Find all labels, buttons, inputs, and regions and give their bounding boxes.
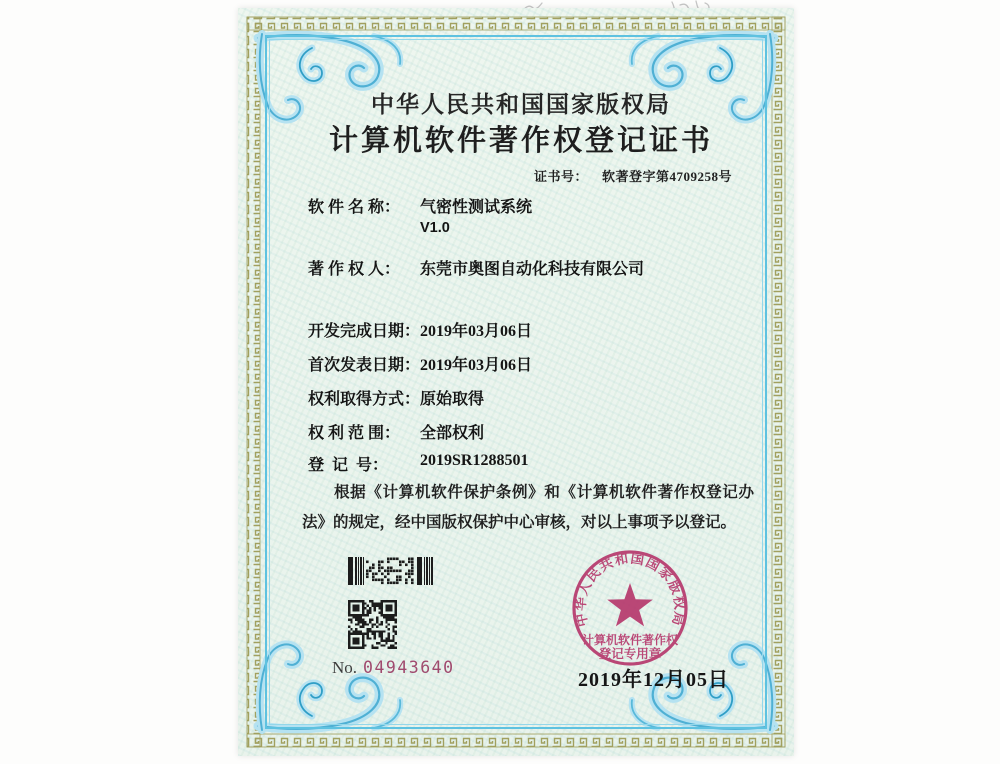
field-registration-number bbox=[308, 452, 528, 475]
seal-text-line2: 登记专用章 bbox=[598, 647, 662, 661]
field-label: 首次发表日期： bbox=[308, 357, 421, 374]
field-value: 全部权利 bbox=[420, 425, 485, 442]
seal-star-icon bbox=[607, 583, 653, 626]
field-value: 气密性测试系统 bbox=[420, 199, 533, 216]
certificate-number-line bbox=[534, 166, 732, 185]
field-dev-complete-date bbox=[308, 318, 532, 341]
serial-number-line bbox=[332, 658, 455, 678]
field-label: 权利取得方式： bbox=[308, 391, 421, 408]
field-label: 开发完成日期： bbox=[308, 323, 421, 340]
field-label: 权 利 范 围： bbox=[308, 425, 401, 442]
qr-code bbox=[348, 600, 397, 649]
field-value: 东莞市奥图自动化科技有限公司 bbox=[420, 261, 645, 278]
field-label: 登 记 号： bbox=[308, 457, 389, 474]
meander-top bbox=[247, 17, 785, 30]
official-red-seal bbox=[562, 542, 698, 678]
registration-statement: 根据《计算机软件保护条例》和《计算机软件著作权登记办法》的规定，经中国版权保护中心审核，对以上事项予以登记。 bbox=[302, 484, 754, 531]
field-rights-scope bbox=[308, 420, 484, 443]
certificate-number-value: 软著登字第4709258号 bbox=[601, 169, 732, 184]
field-label: 软 件 名 称： bbox=[308, 199, 401, 216]
stamp-date: 2019年12月05日 bbox=[578, 669, 729, 691]
seal-arc-text: 中华人民共和国国家版权局 bbox=[572, 550, 688, 629]
field-rights-acquisition bbox=[308, 386, 484, 409]
field-value: 原始取得 bbox=[420, 391, 485, 408]
field-first-publish-date bbox=[308, 352, 532, 375]
certificate-number-label: 证书号： bbox=[533, 169, 588, 184]
field-value-version: V1.0 bbox=[420, 220, 450, 236]
certificate-title: 计算机软件著作权登记证书 bbox=[328, 125, 713, 157]
serial-prefix: No. bbox=[332, 658, 358, 677]
field-value: 2019年03月06日 bbox=[420, 323, 533, 340]
issuer-title: 中华人民共和国国家版权局 bbox=[371, 92, 671, 117]
field-software-name bbox=[308, 194, 532, 236]
meander-bottom bbox=[247, 734, 785, 747]
field-copyright-owner bbox=[308, 256, 644, 279]
certificate-paper bbox=[238, 8, 794, 756]
field-label: 著 作 权 人： bbox=[308, 261, 401, 278]
serial-number: 04943640 bbox=[363, 658, 455, 677]
seal-text-line1: 计算机软件著作权 bbox=[581, 633, 679, 647]
field-value: 2019年03月06日 bbox=[420, 357, 533, 374]
field-value: 2019SR1288501 bbox=[420, 452, 529, 469]
barcode bbox=[348, 557, 433, 585]
